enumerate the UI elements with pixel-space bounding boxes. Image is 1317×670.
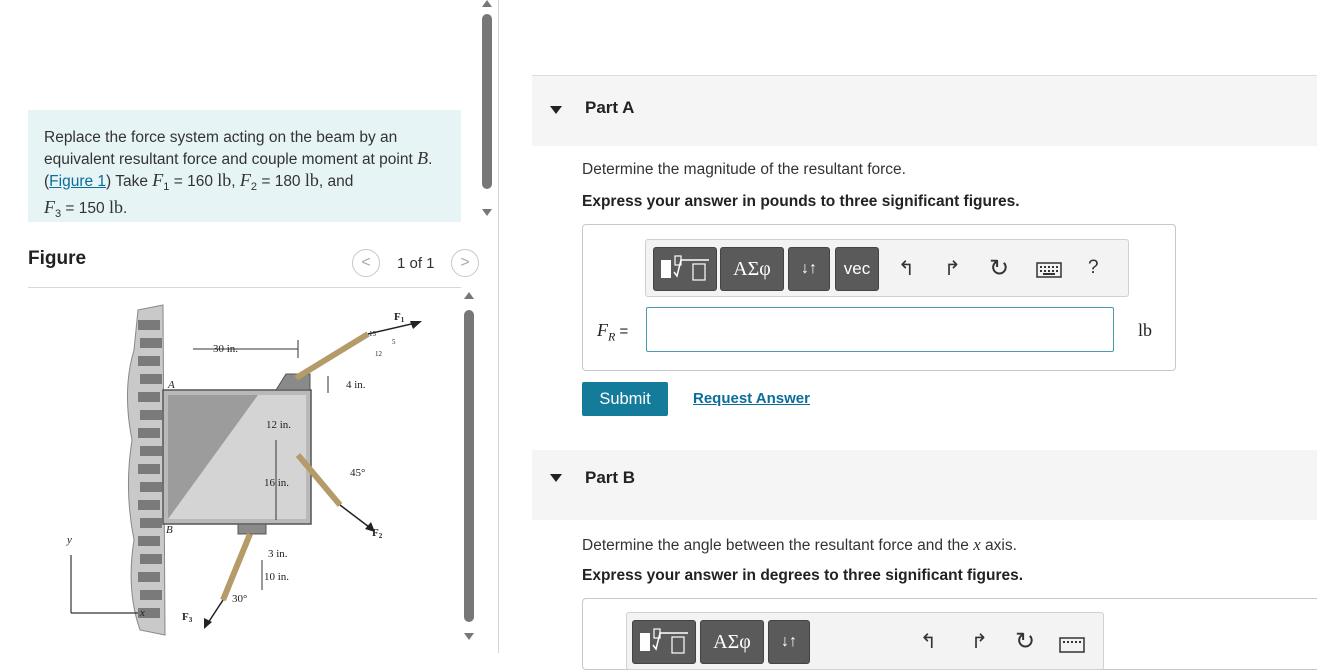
f3-label: F3 [182, 611, 193, 624]
arrows-button[interactable] [788, 247, 830, 291]
y-axis-label: y [67, 534, 72, 546]
point-b-label: B [166, 524, 173, 536]
x-axis-label: x [140, 607, 145, 619]
figure-pager: 1 of 1 [397, 255, 435, 272]
point-b-symbol: B [417, 148, 429, 168]
problem-text-part: ) Take [106, 173, 153, 190]
f3-value: = 150 [61, 200, 109, 218]
f3-subscript: 3 [55, 208, 62, 221]
keyboard-icon[interactable] [1059, 637, 1085, 653]
request-answer-link[interactable]: Request Answer [693, 390, 810, 407]
problem-text-part: . ( [44, 151, 433, 190]
figure-scroll-up-arrow[interactable] [464, 292, 474, 299]
f2-symbol: F [239, 170, 251, 190]
help-icon[interactable]: ? [1088, 257, 1099, 278]
f1-label: F1 [394, 311, 405, 324]
figure-scrollbar[interactable] [464, 310, 474, 622]
collapse-triangle-icon[interactable] [550, 474, 562, 482]
scroll-down-arrow[interactable] [482, 209, 492, 216]
part-a-label: Part A [585, 98, 635, 117]
chevron-right-icon: > [460, 254, 470, 271]
part-a-math-toolbar [645, 239, 1129, 297]
point-a-label: A [168, 379, 175, 391]
figure-link[interactable]: Figure 1 [49, 173, 107, 190]
bottom-bracket [238, 524, 266, 534]
problem-text: Replace the force system acting on the beam by an equivalent resultant force and couple moment at point B. (Figure 1) Take $F_1 = 160$ lb, $F_2 = 180$ lb, and $F_3 = 150$ lb. [44, 129, 433, 221]
greek-symbols-icon: ΑΣφ [713, 630, 751, 653]
figure-title: Figure [28, 248, 87, 269]
greek-symbols-icon: ΑΣφ [733, 257, 771, 280]
f2-label: F2 [372, 527, 383, 540]
angle-label-30: 30° [232, 593, 248, 605]
fr-label [597, 320, 628, 345]
undo-icon[interactable]: ↰ [920, 631, 937, 653]
keyboard-icon[interactable] [1036, 262, 1062, 278]
fr-symbol: F [597, 320, 608, 340]
part-a-header[interactable] [532, 76, 1317, 146]
wall-bricks [138, 320, 162, 618]
vec-button[interactable] [835, 247, 879, 291]
beam-figure [28, 290, 458, 650]
dim-label-16in: 16 in. [264, 477, 290, 489]
figure-next-button[interactable] [451, 249, 479, 277]
part-b-instruction: Express your answer in degrees to three significant figures. [582, 567, 1024, 584]
vec-label: vec [843, 259, 871, 278]
dim-label-10in: 10 in. [264, 571, 290, 583]
dim-label-4in: 4 in. [346, 379, 366, 391]
arrows-icon: ↓↑ [781, 633, 797, 650]
f1-cable [296, 334, 368, 378]
slope-5-label: 5 [392, 338, 396, 346]
part-b-question [582, 535, 1017, 555]
f2-subscript: 2 [250, 181, 258, 194]
template-button[interactable] [632, 620, 696, 664]
problem-text-part: Replace the force system acting on the beam by an equivalent resultant force and couple moment at point [44, 129, 418, 168]
f3-cable [223, 534, 250, 600]
template-button[interactable] [653, 247, 717, 291]
angle-label-45: 45° [350, 467, 366, 479]
f1-arrow-head [410, 321, 422, 329]
figure-divider [28, 287, 461, 288]
part-b-header[interactable] [532, 450, 1317, 520]
template-icon [657, 254, 713, 284]
fr-subscript: R [608, 329, 616, 344]
reset-icon[interactable]: ↻ [1015, 628, 1036, 655]
submit-button[interactable]: Submit [582, 382, 668, 416]
slope-12-label: 12 [375, 350, 382, 358]
f2-value: = 180 [257, 173, 305, 190]
dim-label-30in: 30 in. [213, 343, 239, 355]
undo-icon[interactable]: ↰ [898, 258, 915, 280]
redo-icon[interactable]: ↱ [944, 258, 961, 280]
equals-sign: = [615, 323, 629, 340]
problem-statement [28, 110, 461, 222]
problem-scrollbar[interactable] [482, 14, 492, 189]
part-b-question-text: Determine the angle between the resultant force and the [582, 537, 974, 554]
f1-subscript: 1 [163, 181, 170, 194]
chevron-left-icon: < [361, 254, 371, 271]
unit-label: lb [1138, 320, 1153, 340]
figure-prev-button[interactable] [352, 249, 380, 277]
top-bracket [276, 374, 310, 390]
problem-text-part: , and [318, 173, 354, 190]
slope-13-label: 13 [369, 330, 376, 338]
part-b-label: Part B [585, 468, 636, 487]
part-b-math-toolbar [626, 612, 1104, 670]
unit-lb: lb [217, 170, 232, 190]
reset-icon[interactable]: ↻ [989, 255, 1010, 282]
arrows-icon: ↓↑ [801, 260, 817, 277]
pane-divider [498, 0, 499, 653]
f1-symbol: F [152, 170, 164, 190]
figure-scroll-down-arrow[interactable] [464, 633, 474, 640]
scroll-up-arrow[interactable] [482, 0, 492, 7]
unit-lb: lb [108, 197, 123, 218]
part-a-question: Determine the magnitude of the resultant force. [582, 161, 906, 178]
f1-value: = 160 [169, 173, 218, 190]
arrows-button[interactable] [768, 620, 810, 664]
part-b-question-text: axis. [980, 537, 1017, 554]
part-a-answer-input[interactable] [646, 307, 1114, 352]
collapse-triangle-icon[interactable] [550, 106, 562, 114]
part-a-instruction: Express your answer in pounds to three significant figures. [582, 193, 1020, 210]
f3-symbol: F [44, 197, 55, 218]
unit-lb: lb [304, 170, 319, 190]
greek-symbols-button[interactable] [700, 620, 764, 664]
x-variable: x [973, 535, 981, 554]
redo-icon[interactable]: ↱ [971, 631, 988, 653]
greek-symbols-button[interactable] [720, 247, 784, 291]
dim-label-12in: 12 in. [266, 419, 292, 431]
dim-label-3in: 3 in. [268, 548, 288, 560]
